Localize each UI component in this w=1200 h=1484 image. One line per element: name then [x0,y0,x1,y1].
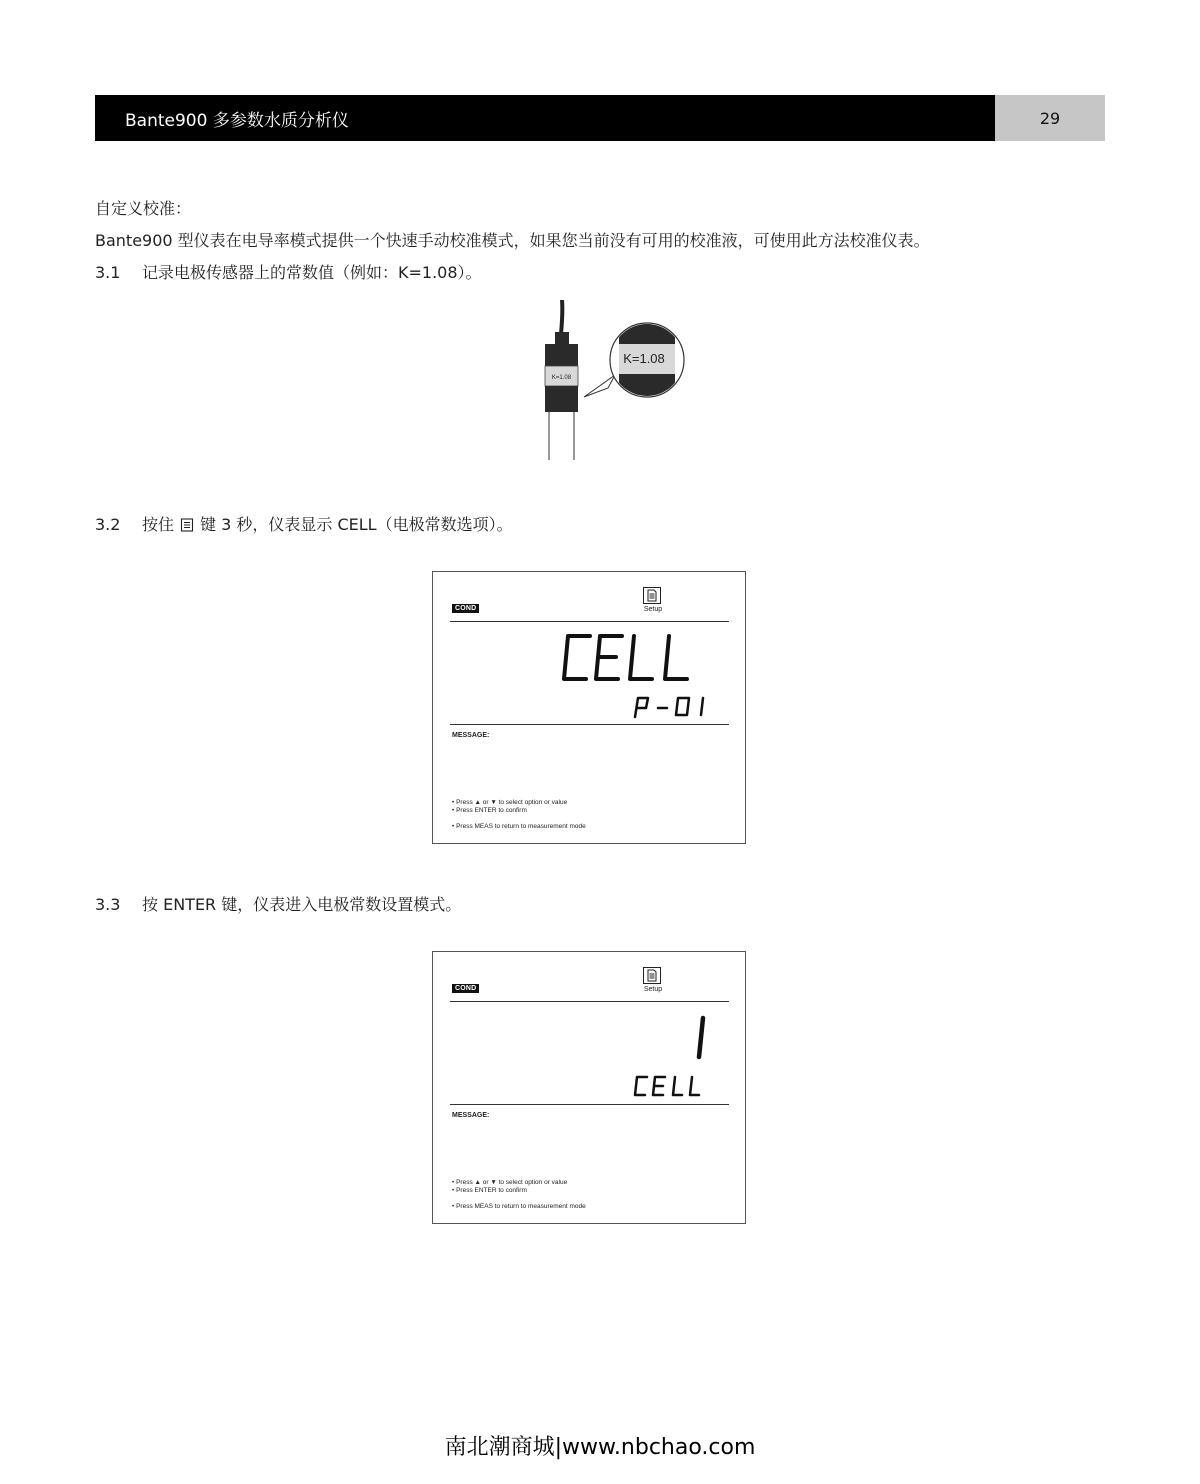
step-number: 3.1 [95,263,121,282]
step-3-2: 3.2 按住 键 3 秒，仪表显示 CELL（电极常数选项）。 [95,515,513,534]
sub-text-hidden: P-01 [669,712,672,713]
setup-label: Setup [643,986,663,993]
mode-badge: COND [452,604,479,613]
sub-reading [635,698,703,717]
footer-watermark: 南北潮商城|www.nbchao.com [444,1435,756,1460]
header-bar [95,95,995,141]
setup-key-icon [180,518,194,532]
sub-reading [635,1077,699,1095]
bottom-divider [450,724,729,725]
probe-body [545,386,578,412]
probe-neck [555,332,569,346]
hint-meas: • Press MEAS to return to measurement mode [452,1203,586,1210]
hint-confirm: • Press ENTER to confirm [452,807,527,814]
magnified-body [619,374,675,404]
mode-badge: COND [452,984,479,993]
callout-pointer [584,375,615,397]
intro-paragraph: Bante900 型仪表在电导率模式提供一个快速手动校准模式，如果您当前没有可用的校准液，可使用此方法校准仪表。 [95,231,930,250]
probe-cable [561,300,562,334]
probe-label-small: K=1.08 [551,375,572,381]
step-number: 3.2 [95,515,121,534]
setup-label: Setup [643,606,663,613]
probe-cap [545,344,578,366]
electrode-illustration [530,300,690,465]
main-reading [564,636,687,679]
bottom-divider [450,1104,729,1105]
page-number: 29 [995,95,1105,141]
section-title: 自定义校准： [95,199,192,218]
hint-meas: • Press MEAS to return to measurement mode [452,823,586,830]
sub-text-hidden: CELL [669,1092,672,1093]
step-text: 记录电极传感器上的常数值（例如：K=1.08）。 [142,263,482,282]
document-title: Bante900 多参数水质分析仪 [125,110,349,131]
step-3-3 [95,892,461,915]
hint-select: • Press ▲ or ▼ to select option or value [452,1179,568,1186]
main-text-hidden: CELL [669,672,672,673]
step-3-1 [95,260,482,283]
hint-confirm: • Press ENTER to confirm [452,1187,527,1194]
lcd-display-cell-option [432,571,746,844]
magnified-label-text: K=1.08 [623,351,665,366]
probe-shaft [549,412,574,460]
main-reading [699,1018,703,1057]
message-label: MESSAGE: [452,1112,490,1119]
main-text-hidden: 1 [699,1052,700,1053]
step-text: 按 ENTER 键，仪表进入电极常数设置模式。 [142,895,462,914]
lcd-display-cell-setting [432,951,746,1224]
hint-select: • Press ▲ or ▼ to select option or value [452,799,568,806]
message-label: MESSAGE: [452,732,490,739]
step-number: 3.3 [95,895,121,914]
